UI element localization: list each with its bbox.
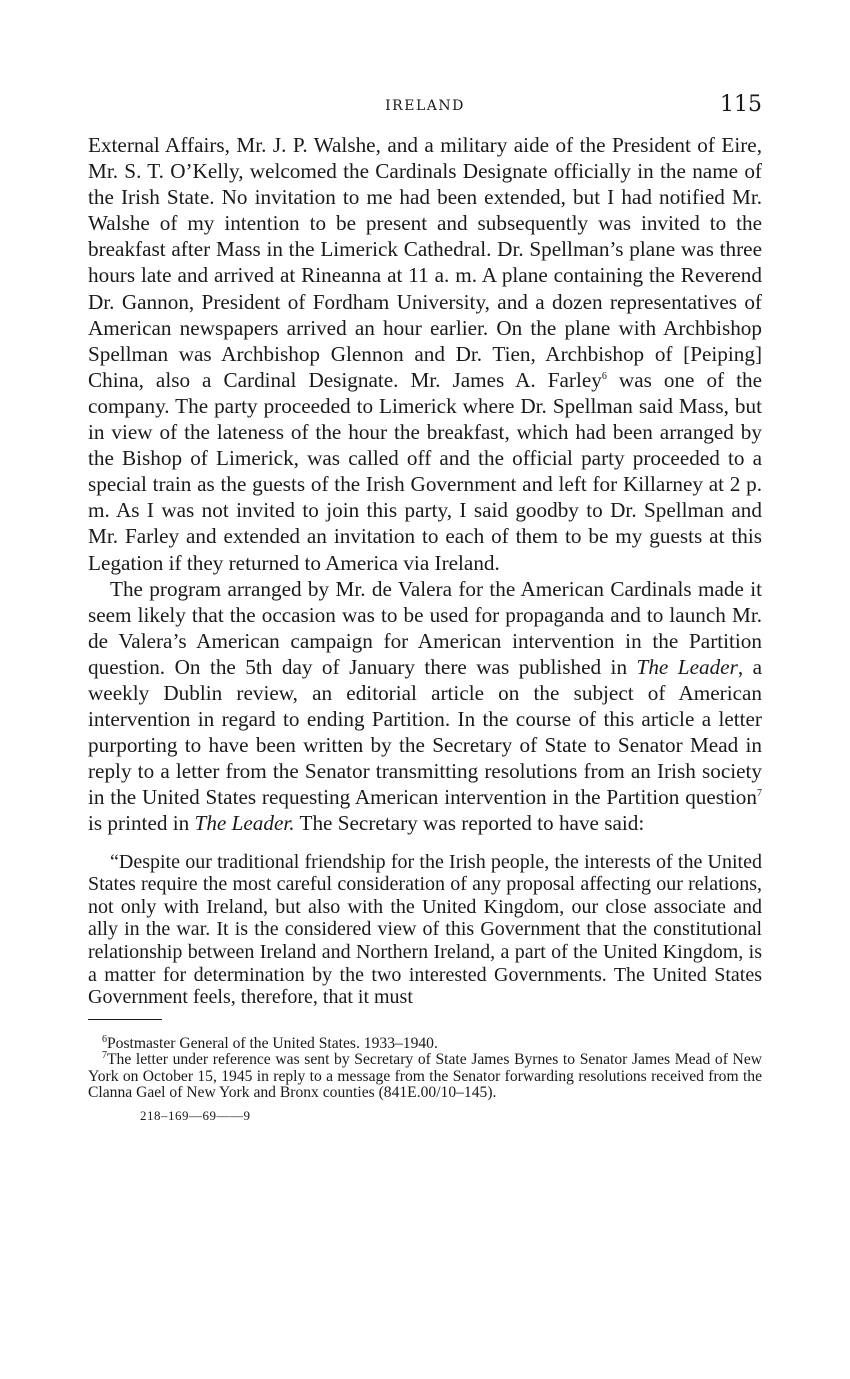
running-head bbox=[88, 92, 762, 126]
page-number: 115 bbox=[720, 92, 762, 117]
footnote-7 bbox=[88, 1052, 762, 1102]
publication-title: The Leader bbox=[636, 654, 738, 679]
paragraph-1 bbox=[88, 132, 762, 576]
footnote-ref-6: 6 bbox=[601, 370, 607, 382]
paragraph-2-part-c: is printed in bbox=[88, 811, 195, 836]
footnote-marker: 6 bbox=[102, 1033, 107, 1045]
footnote-divider bbox=[88, 1019, 162, 1020]
body-text bbox=[88, 132, 762, 837]
block-quote: “Despite our traditional friendship for the Irish people, the interests of the United States require the most careful consideration of any proposal affecting our relations, not only with Ireland, but also with the United Kingdom, our close associate and ally in the war. It is the considered view of this Government that the constitutional relationship between Ireland and Northern Ireland, a part of the United Kingdom, is a matter for determination by the two interested Governments. The United States Government feels, therefore, that it must bbox=[88, 850, 762, 1009]
paragraph-1-continued: was one of the company. The party proceeded to Limerick where Dr. Spellman said Mass, but in view of the lateness of the hour the breakfast, which had been arranged by the Bishop of Limerick, was called off and the official party proceeded to a special train as the guests of the Irish Government and left for Killarney at 2 p. m. As I was not invited to join this party, I said goodby to Dr. Spellman and Mr. Farley and extended an invitation to each of them to be my guests at this Legation if they returned to America via Ireland. bbox=[88, 367, 762, 575]
publication-title: The Leader. bbox=[194, 811, 295, 836]
footnote-marker: 7 bbox=[102, 1050, 107, 1062]
paragraph-1-text: External Affairs, Mr. J. P. Walshe, and a military aide of the President of Eire, Mr. S. T. O’Kelly, welcomed the Cardinals Designate officially in the name of the Irish State. No invitation to me had been extended, but I had notified Mr. Walshe of my intention to be present and subsequently was invited to the breakfast after Mass in the Limerick Cathedral. Dr. Spellman’s plane was three hours late and arrived at Rineanna at 11 a. m. A plane containing the Reverend Dr. Gannon, President of Fordham University, and a dozen representatives of American newspapers arrived an hour earlier. On the plane with Archbishop Spellman was Archbishop Glennon and Dr. Tien, Archbishop of [Peiping] China, also a Cardinal Designate. Mr. James A. Farley bbox=[88, 133, 762, 392]
footnote-ref-7: 7 bbox=[757, 788, 762, 800]
paragraph-2-part-b: , a weekly Dublin review, an editorial article on the subject of American intervention in regard to ending Partition. In the course of this article a letter purporting to have been written by the Secretary of State to Senator Mead in reply to a letter from the Senator transmitting resolutions from an Irish society in the United States requesting American intervention in the Partition question bbox=[88, 654, 763, 810]
paragraph-2 bbox=[88, 576, 762, 837]
print-code: 218–169—69——9 bbox=[140, 1108, 251, 1124]
footnote-text: Postmaster General of the United States. 1933–1940. bbox=[107, 1034, 438, 1052]
footnote-6 bbox=[88, 1033, 762, 1053]
document-page bbox=[88, 92, 762, 1124]
paragraph-2-part-a: The program arranged by Mr. de Valera for the American Cardinals made it seem likely that the occasion was to be used for propaganda and to launch Mr. de Valera’s American campaign for American intervention in the Partition question. On the 5th day of January there was published in bbox=[88, 576, 762, 679]
footnotes bbox=[88, 1033, 762, 1102]
running-title: IRELAND bbox=[385, 98, 465, 114]
footnote-text: The letter under reference was sent by Secretary of State James Byrnes to Senator James Mead of New York on October 15, 1945 in reply to a message from the Senator forwarding resolutions received from the Clanna Gael of New York and Bronx counties (841E.00/10–145). bbox=[88, 1051, 762, 1102]
paragraph-2-part-d: The Secretary was reported to have said: bbox=[294, 811, 645, 836]
